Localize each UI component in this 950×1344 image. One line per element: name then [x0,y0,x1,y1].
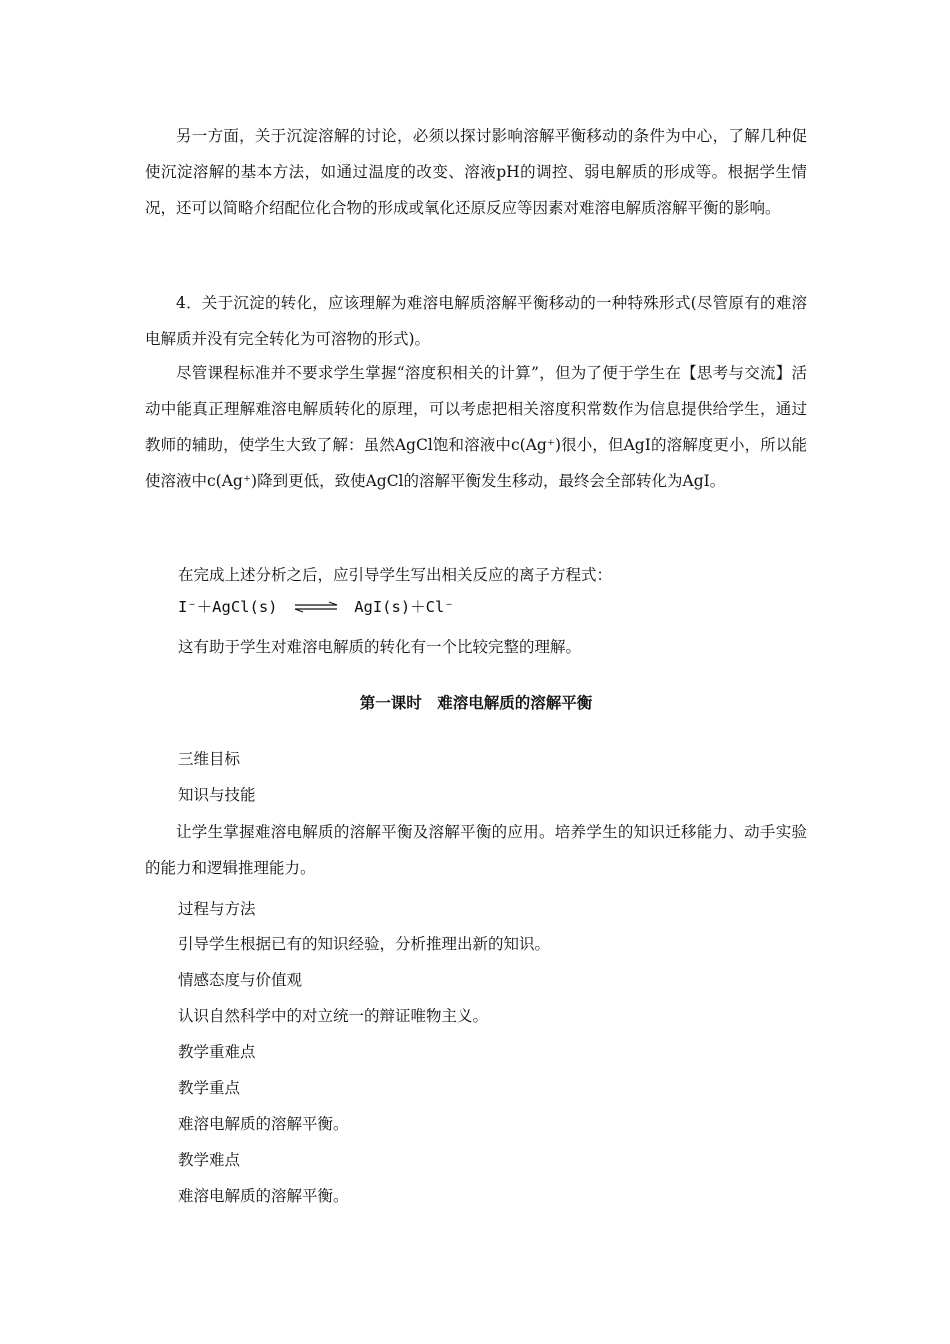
section-title: 第一课时 难溶电解质的溶解平衡 [359,693,593,712]
ionic-equation [178,597,454,618]
process-text: 引导学生根据已有的知识经验，分析推理出新的知识。 [178,935,551,953]
equilibrium-arrow-icon [293,598,339,618]
emotion-text: 认识自然科学中的对立统一的辩证唯物主义。 [178,1007,489,1025]
equation-left: I⁻＋AgCl(s) [178,598,278,616]
paragraph-solubility-product: 尽管课程标准并不要求学生掌握“溶度积相关的计算”，但为了便于学生在【思考与交流】活动中能真正理解难溶电解质转化的原理，可以考虑把相关溶度积常数作为信息提供给学生，通过教师的辅助，使学生大致了解：虽然AgCl饱和溶液中c(Ag⁺)很小，但AgI的溶解度更小，所以能使溶液中c(Ag⁺)降到更低，致使AgCl的溶解平衡发生移动，最终会全部转化为AgI。 [145,364,807,490]
knowledge-text: 让学生掌握难溶电解质的溶解平衡及溶解平衡的应用。培养学生的知识迁移能力、动手实验的能力和逻辑推理能力。 [145,823,807,877]
paragraph-precipitate-conversion: 4．关于沉淀的转化，应该理解为难溶电解质溶解平衡移动的一种特殊形式(尽管原有的难溶电解质并没有完全转化为可溶物的形式)。 [145,294,807,348]
paragraph-summary: 这有助于学生对难溶电解质的转化有一个比较完整的理解。 [178,638,582,656]
goals-heading: 三维目标 [178,750,241,768]
key-points-heading: 教学重难点 [178,1043,256,1061]
focus-heading: 教学重点 [178,1079,241,1097]
emotion-heading: 情感态度与价值观 [178,971,303,989]
process-heading: 过程与方法 [178,900,256,918]
equation-right: AgI(s)＋Cl⁻ [354,598,454,616]
paragraph-precipitate-dissolution: 另一方面，关于沉淀溶解的讨论，必须以探讨影响溶解平衡移动的条件为中心，了解几种促使沉淀溶解的基本方法，如通过温度的改变、溶液pH的调控、弱电解质的形成等。根据学生情况，还可以简略介绍配位化合物的形成或氧化还原反应等因素对难溶电解质溶解平衡的影响。 [145,127,807,217]
difficulty-heading: 教学难点 [178,1151,241,1169]
paragraph-equation-intro: 在完成上述分析之后，应引导学生写出相关反应的离子方程式： [178,566,613,584]
focus-text: 难溶电解质的溶解平衡。 [178,1115,349,1133]
knowledge-heading: 知识与技能 [178,786,256,804]
difficulty-text: 难溶电解质的溶解平衡。 [178,1187,349,1205]
